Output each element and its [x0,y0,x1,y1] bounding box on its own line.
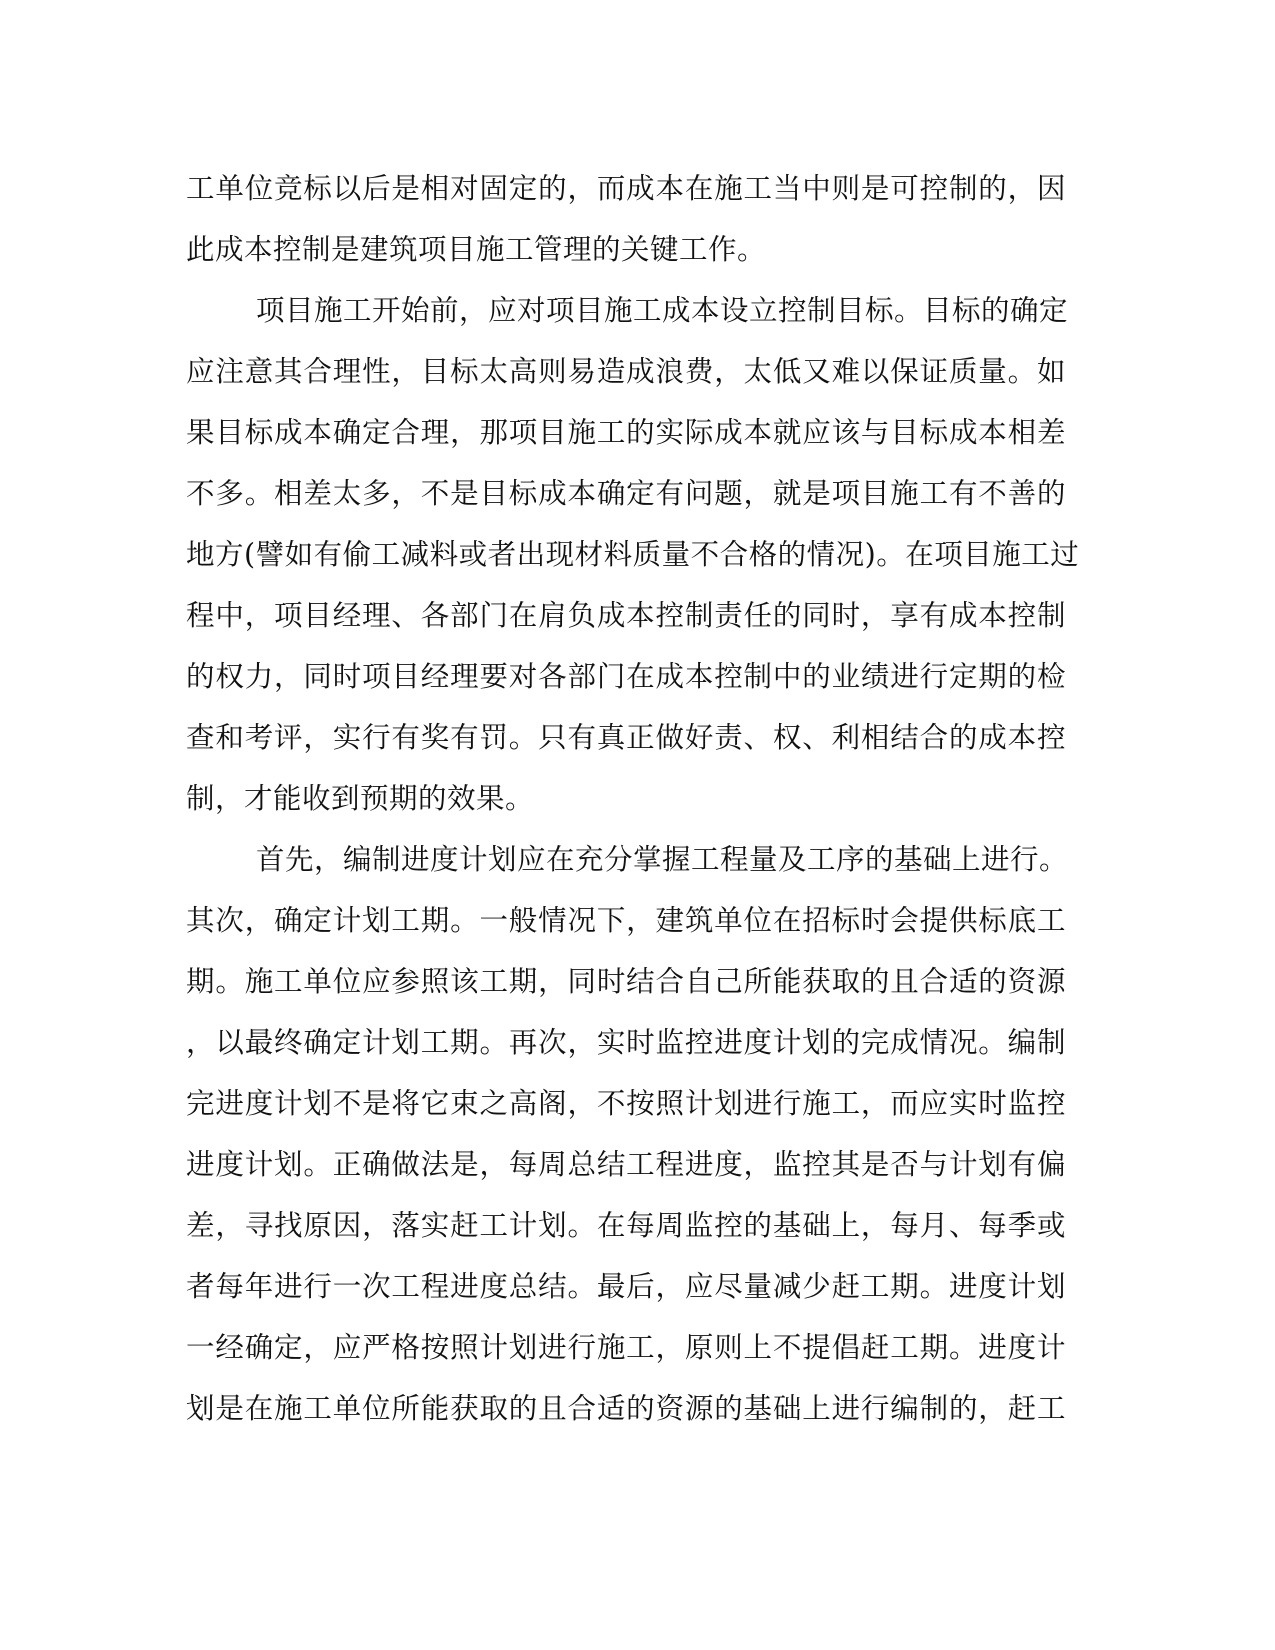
paragraph-1-line-1: 工单位竞标以后是相对固定的，而成本在施工当中则是可控制的，因 [186,172,1066,205]
paragraph-3-line-8: 者每年进行一次工程进度总结。最后，应尽量减少赶工期。进度计划 [186,1270,1066,1303]
paragraph-3-line-9: 一经确定，应严格按照计划进行施工，原则上不提倡赶工期。进度计 [186,1331,1066,1364]
paragraph-3-line-3: 期。施工单位应参照该工期，同时结合自己所能获取的且合适的资源 [186,965,1066,998]
paragraph-2-line-7: 的权力，同时项目经理要对各部门在成本控制中的业绩进行定期的检 [186,660,1066,693]
paragraph-3-line-10: 划是在施工单位所能获取的且合适的资源的基础上进行编制的，赶工 [186,1392,1066,1425]
paragraph-2-line-6: 程中，项目经理、各部门在肩负成本控制责任的同时，享有成本控制 [186,599,1066,632]
paragraph-3-line-7: 差，寻找原因，落实赶工计划。在每周监控的基础上，每月、每季或 [186,1209,1066,1242]
paragraph-3-line-6: 进度计划。正确做法是，每周总结工程进度，监控其是否与计划有偏 [186,1148,1066,1181]
paragraph-2-line-1: 项目施工开始前，应对项目施工成本设立控制目标。目标的确定 [256,294,1069,327]
paragraph-2-line-3: 果目标成本确定合理，那项目施工的实际成本就应该与目标成本相差 [186,416,1066,449]
paragraph-1-line-2: 此成本控制是建筑项目施工管理的关键工作。 [186,233,767,266]
paragraph-2-line-8: 查和考评，实行有奖有罚。只有真正做好责、权、利相结合的成本控 [186,721,1066,754]
paragraph-3-line-2: 其次，确定计划工期。一般情况下，建筑单位在招标时会提供标底工 [186,904,1066,937]
paragraph-3-line-5: 完进度计划不是将它束之高阁，不按照计划进行施工，而应实时监控 [186,1087,1066,1120]
paragraph-2-line-2: 应注意其合理性，目标太高则易造成浪费，太低又难以保证质量。如 [186,355,1066,388]
body-text [186,158,1080,1439]
paragraph-2-line-9: 制，才能收到预期的效果。 [186,782,535,815]
paragraph-3-line-1: 首先，编制进度计划应在充分掌握工程量及工序的基础上进行。 [256,843,1069,876]
paragraph-3-line-4: ，以最终确定计划工期。再次，实时监控进度计划的完成情况。编制 [186,1026,1066,1059]
paragraph-2-line-5: 地方(譬如有偷工减料或者出现材料质量不合格的情况)。在项目施工过 [186,538,1080,571]
paragraph-2-line-4: 不多。相差太多，不是目标成本确定有问题，就是项目施工有不善的 [186,477,1066,510]
